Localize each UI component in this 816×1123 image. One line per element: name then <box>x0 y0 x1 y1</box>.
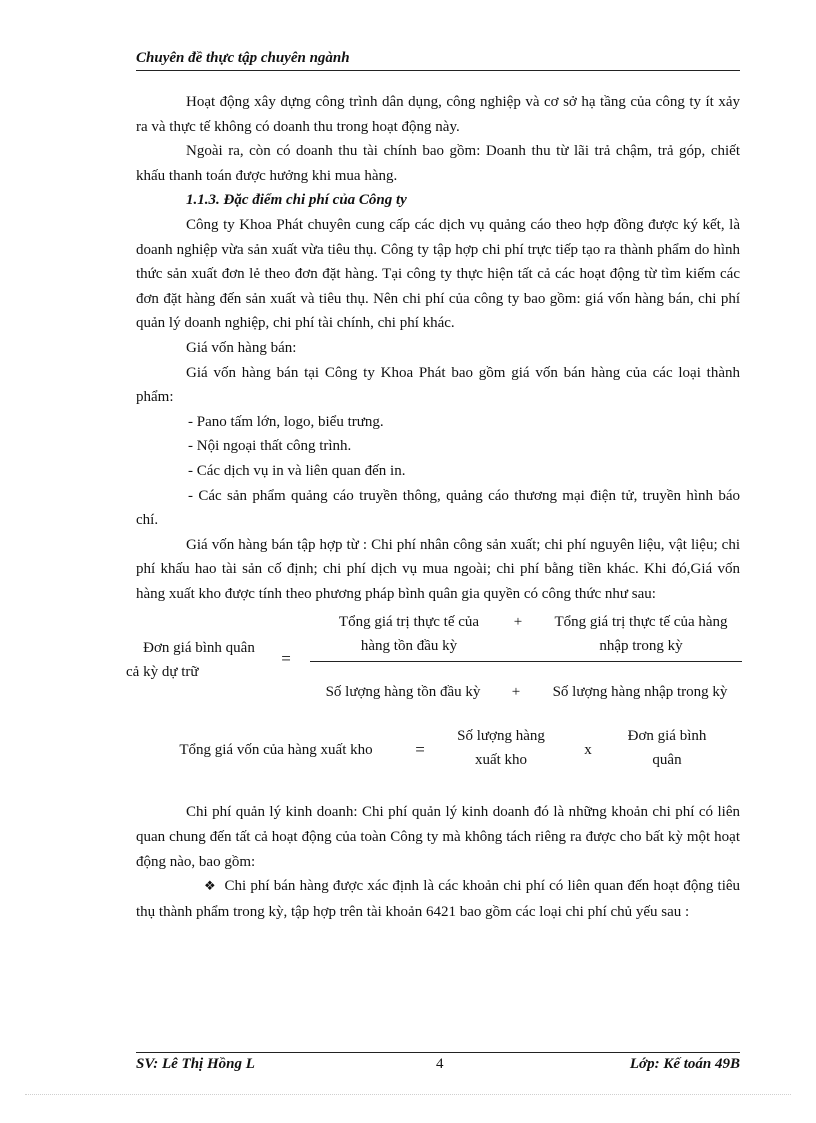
bottom-dotted-line <box>25 1094 791 1095</box>
paragraph: Ngoài ra, còn có doanh thu tài chính bao gồm: Doanh thu từ lãi trả chậm, trả góp, chiết khấu thanh toán được hưởng khi mua hàng. <box>136 143 740 184</box>
paragraph: Hoạt động xây dựng công trình dân dụng, công nghiệp và cơ sở hạ tầng của công ty ít xảy ra và thực tế không có doanh thu trong hoạt động này. <box>136 94 740 135</box>
paragraph: Chi phí quản lý kinh doanh: Chi phí quản lý kinh doanh đó là những khoản chi phí có liên quan chung đến tất cả hoạt động của toàn Công ty mà không tách riêng ra được cho bất kỳ một hoạt động nào, bao gồm: <box>136 804 740 870</box>
term1-line2: xuất kho <box>474 752 528 769</box>
page-number: 4 <box>436 1056 444 1072</box>
formula2-lhs: Tổng giá vốn của hàng xuất kho <box>179 742 373 759</box>
fraction-bar <box>310 661 742 662</box>
formula-lhs <box>124 636 274 684</box>
average-price-formula <box>126 610 740 710</box>
term2-line2: quân <box>652 752 682 769</box>
bullet-text: Chi phí bán hàng được xác định là các khoản chi phí có liên quan đến hoạt động tiêu thụ thành phẩm trong kỳ, tập hợp trên tài khoản 6421 bao gồm các loại chi phí chủ yếu sau : <box>136 878 741 920</box>
numerator-left-line1: Tổng giá trị thực tế của <box>338 614 480 631</box>
formula2-times: x <box>584 742 592 759</box>
numerator-plus: + <box>513 614 523 631</box>
footer-class: Lớp: Kế toán 49B <box>629 1056 740 1072</box>
formula-numerator-left <box>314 610 504 658</box>
term2-line1: Đơn giá bình <box>627 728 707 745</box>
paragraph: Giá vốn hàng bán: <box>186 339 297 356</box>
term1-line1: Số lượng hàng <box>457 728 545 745</box>
numerator-right-line2: nhập trong kỳ <box>599 638 683 655</box>
footer-student: SV: Lê Thị Hồng L <box>136 1056 255 1072</box>
numerator-left-line2: hàng tồn đầu kỳ <box>360 638 458 655</box>
numerator-right-line1: Tổng giá trị thực tế của hàng <box>554 614 728 631</box>
formula2-term2 <box>602 724 732 772</box>
header-title: Chuyên đề thực tập chuyên ngành <box>136 50 350 66</box>
list-item: - Pano tấm lớn, logo, biểu trưng. <box>188 413 384 430</box>
diamond-bullet-icon: ❖ <box>204 879 217 895</box>
page-body <box>126 90 741 924</box>
formula-equals: = <box>281 649 291 669</box>
list-item: - Các dịch vụ in và liên quan đến in. <box>188 462 406 479</box>
denominator-right: Số lượng hàng nhập trong kỳ <box>552 684 728 701</box>
section-heading: 1.1.3. Đặc điểm chi phí của Công ty <box>186 192 407 209</box>
formula2-term1 <box>436 724 566 772</box>
paragraph: Giá vốn hàng bán tại Công ty Khoa Phát bao gồm giá vốn bán hàng của các loại thành phẩm: <box>136 364 740 406</box>
list-item: - Các sản phẩm quảng cáo truyền thông, quảng cáo thương mại điện tử, truyền hình báo chí. <box>136 487 740 529</box>
bullet-paragraph <box>136 874 740 924</box>
page-header <box>136 50 740 71</box>
denominator-left: Số lượng hàng tồn đầu kỳ <box>325 684 481 701</box>
formula2-equals: = <box>415 740 425 760</box>
paragraph: Giá vốn hàng bán tập hợp từ : Chi phí nhân công sản xuất; chi phí nguyên liệu, vật liệu; chi phí khấu hao tài sản cố định; chi phí dịch vụ mua ngoài; chi phí bằng tiền khác. Khi đó,Giá vốn hàng xuất kho được tính theo phương pháp bình quân gia quyền có công thức như sau: <box>136 536 740 602</box>
page-footer <box>136 1052 740 1072</box>
paragraph: Công ty Khoa Phát chuyên cung cấp các dịch vụ quảng cáo theo hợp đồng được ký kết, là doanh nghiệp vừa sản xuất vừa tiêu thụ. Công ty tập hợp chi phí trực tiếp tạo ra thành phẩm do hình thức sản xuất đơn lẻ theo đơn đặt hàng. Tại công ty thực hiện tất cả các hoạt động từ tìm kiếm các đơn đặt hàng đến sản xuất và tiêu thụ. Nên chi phí của công ty bao gồm: giá vốn hàng bán, chi phí quản lý doanh nghiệp, chi phí tài chính, chi phí khác. <box>136 216 740 332</box>
formula-numerator-right <box>534 610 748 658</box>
total-cost-formula <box>136 724 740 784</box>
list-item: - Nội ngoại thất công trình. <box>188 438 352 455</box>
denominator-plus: + <box>511 684 521 701</box>
formula-lhs-line2: cả kỳ dự trữ <box>126 664 199 681</box>
formula-lhs-line1: Đơn giá bình quân <box>143 640 255 657</box>
